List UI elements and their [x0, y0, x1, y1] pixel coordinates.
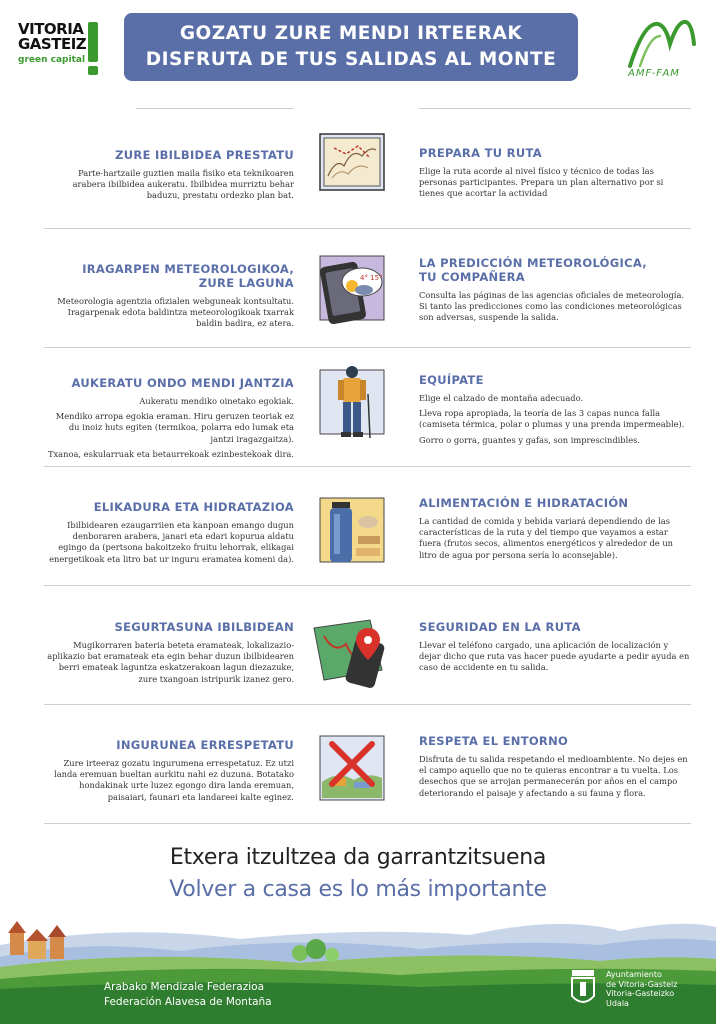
section-body: Disfruta de tu salida respetando el medioambiente. No dejes en el campo aquello que no te quieras encontrar a tu vuelta. Los desechos que se arrojan permanecerán por años en el campo deteriorando el paisaje y afectando a su fauna y flora.: [419, 754, 688, 798]
exclamation-bar-icon: [88, 22, 98, 62]
section-spanish: [419, 146, 691, 204]
section-heading: ZURE IBILBIDEA PRESTATU: [115, 148, 294, 162]
section-heading: SEGURTASUNA IBILBIDEAN: [114, 620, 294, 634]
section-body: Elige el calzado de montaña adecuado. Lleva ropa apropiada, la teoría de las 3 capas nunca falla (camiseta térmica, polar o plumas y una prenda impermeable). Gorro o gorra, guantes y gafas, son imprescindibles.: [419, 393, 685, 445]
section-heading: EQUÍPATE: [419, 373, 484, 387]
logo-line-1: VITORIA: [18, 20, 84, 38]
section-basque: [44, 620, 294, 689]
section-heading: IRAGARPEN METEOROLOGIKOA, ZURE LAGUNA: [82, 262, 294, 290]
section-basque: [44, 376, 294, 464]
section-body: Elige la ruta acorde al nivel físico y técnico de todas las personas participantes. Prepara un plan alternativo por si tienes que acortar la actividad: [419, 166, 664, 199]
fam-logo-text: AMF-FAM: [628, 68, 680, 79]
coat-of-arms-icon: [566, 968, 600, 1012]
divider: [44, 585, 691, 586]
water-bottle-icon: [318, 494, 386, 562]
fam-logo: [626, 14, 698, 80]
hiker-icon: [318, 364, 386, 444]
section-spanish: [419, 373, 691, 450]
divider: [136, 108, 294, 109]
title-basque: GOZATU ZURE MENDI IRTEERAK: [179, 23, 523, 44]
weather-phone-icon: [318, 254, 386, 322]
exclamation-dot-icon: [88, 66, 98, 75]
section-spanish: [419, 620, 691, 678]
divider: [44, 466, 691, 467]
no-litter-icon: [318, 734, 386, 802]
divider: [44, 823, 691, 824]
divider: [44, 347, 691, 348]
divider: [44, 228, 691, 229]
section-heading: ELIKADURA ETA HIDRATAZIOA: [93, 500, 294, 514]
section-heading: SEGURIDAD EN LA RUTA: [419, 620, 581, 634]
vitoria-gasteiz-logo: [18, 22, 108, 74]
ayuntamiento-name: Ayuntamiento de Vitoria-Gasteiz Vitoria-Gasteizko Udala: [606, 970, 678, 1008]
section-body: Aukeratu mendiko oinetako egokiak. Mendiko arropa egokia eraman. Hiru geruzen teoriak ez du inoiz huts egiten (termikoa, polarra edo lumak eta jantzi iragazgaitza). Txanoa, eskularruak eta betaurrekoak ezinbestekoak dira.: [47, 396, 294, 459]
section-heading: ALIMENTACIÓN E HIDRATACIÓN: [419, 496, 629, 510]
section-heading: INGURUNEA ERRESPETATU: [116, 738, 294, 752]
title-banner: [124, 13, 578, 81]
federation-name: Arabako Mendizale Federazioa Federación Alavesa de Montaña: [104, 981, 272, 1008]
section-body: Consulta las páginas de las agencias oficiales de meteorología. Si tanto las predicciones como las condiciones meteorológicas son adversas, suspende la salida.: [419, 290, 685, 323]
temperature-text: 4° 15°: [360, 274, 383, 282]
map-route-icon: [318, 128, 386, 196]
section-body: Parte-hartzaile guztien maila fisiko eta teknikoaren arabera ibilbidea aukeratu. Ibilbidea murriztu behar baduzu, prestatu ordezko plan bat.: [72, 168, 294, 201]
section-basque: [44, 148, 294, 206]
slogan-spanish: Volver a casa es lo más importante: [169, 877, 547, 902]
divider: [44, 704, 691, 705]
title-spanish: DISFRUTA DE TUS SALIDAS AL MONTE: [145, 49, 557, 70]
section-body: Llevar el teléfono cargado, una aplicación de localización y dejar dicho que ruta vas hacer puede ayudarte a pedir ayuda en caso de accidente en tu salida.: [419, 640, 690, 673]
mountain-logo-icon: [626, 14, 698, 70]
section-body: Meteorologia agentzia ofizialen webguneak kontsultatu. Iragarpenak edota baldintza meteorologikoak txarrak baldin badira, ez atera.: [57, 296, 294, 329]
section-heading: LA PREDICCIÓN METEOROLÓGICA, TU COMPAÑERA: [419, 256, 647, 284]
section-heading: AUKERATU ONDO MENDI JANTZIA: [71, 376, 294, 390]
location-phone-icon: [310, 614, 390, 690]
section-basque: [44, 500, 294, 569]
section-spanish: [419, 734, 691, 803]
section-basque: [44, 738, 294, 807]
divider: [419, 108, 691, 109]
logo-line-3: green capital: [18, 55, 86, 65]
section-body: Ibilbidearen ezaugarriien eta kanpoan emango dugun denboraren arabera, janari eta edari kopurua aldatu egingo da (pertsona bakoitzeko fruitu lehorrak, elikagai energetikoak eta litro bat ur inguru eramatea komeni da).: [49, 520, 294, 564]
section-spanish: [419, 256, 691, 328]
section-body: Zure irteeraz gozatu ingurumena errespetatuz. Ez utzi landa eremuan bueltan aurkitu nahi ez duzuna. Botatako hondakinak urte luzez egongo dira landa eremuan, paisaiari, faunari eta landareei kalte eginez.: [54, 758, 294, 802]
section-heading: PREPARA TU RUTA: [419, 146, 542, 160]
section-heading: RESPETA EL ENTORNO: [419, 734, 569, 748]
section-body: Mugikorraren bateria beteta eramateak, lokalizazio-aplikazio bat eramateak eta egin behar duzun ibilbidearen berri emateak laguntza eskatzerakoan lagun diezazuke, zure txangoan istripurik izanez gero.: [47, 640, 294, 684]
section-basque: [44, 262, 294, 334]
section-body: La cantidad de comida y bebida variará dependiendo de las características de la ruta y del tiempo que vayamos a estar fuera (frutos secos, alimentos energéticos y alrededor de un litro de agua por persona sería lo aconsejable).: [419, 516, 674, 560]
slogan-basque: Etxera itzultzea da garrantzitsuena: [169, 845, 547, 870]
logo-line-2: GASTEIZ: [18, 35, 87, 53]
section-spanish: [419, 496, 691, 565]
